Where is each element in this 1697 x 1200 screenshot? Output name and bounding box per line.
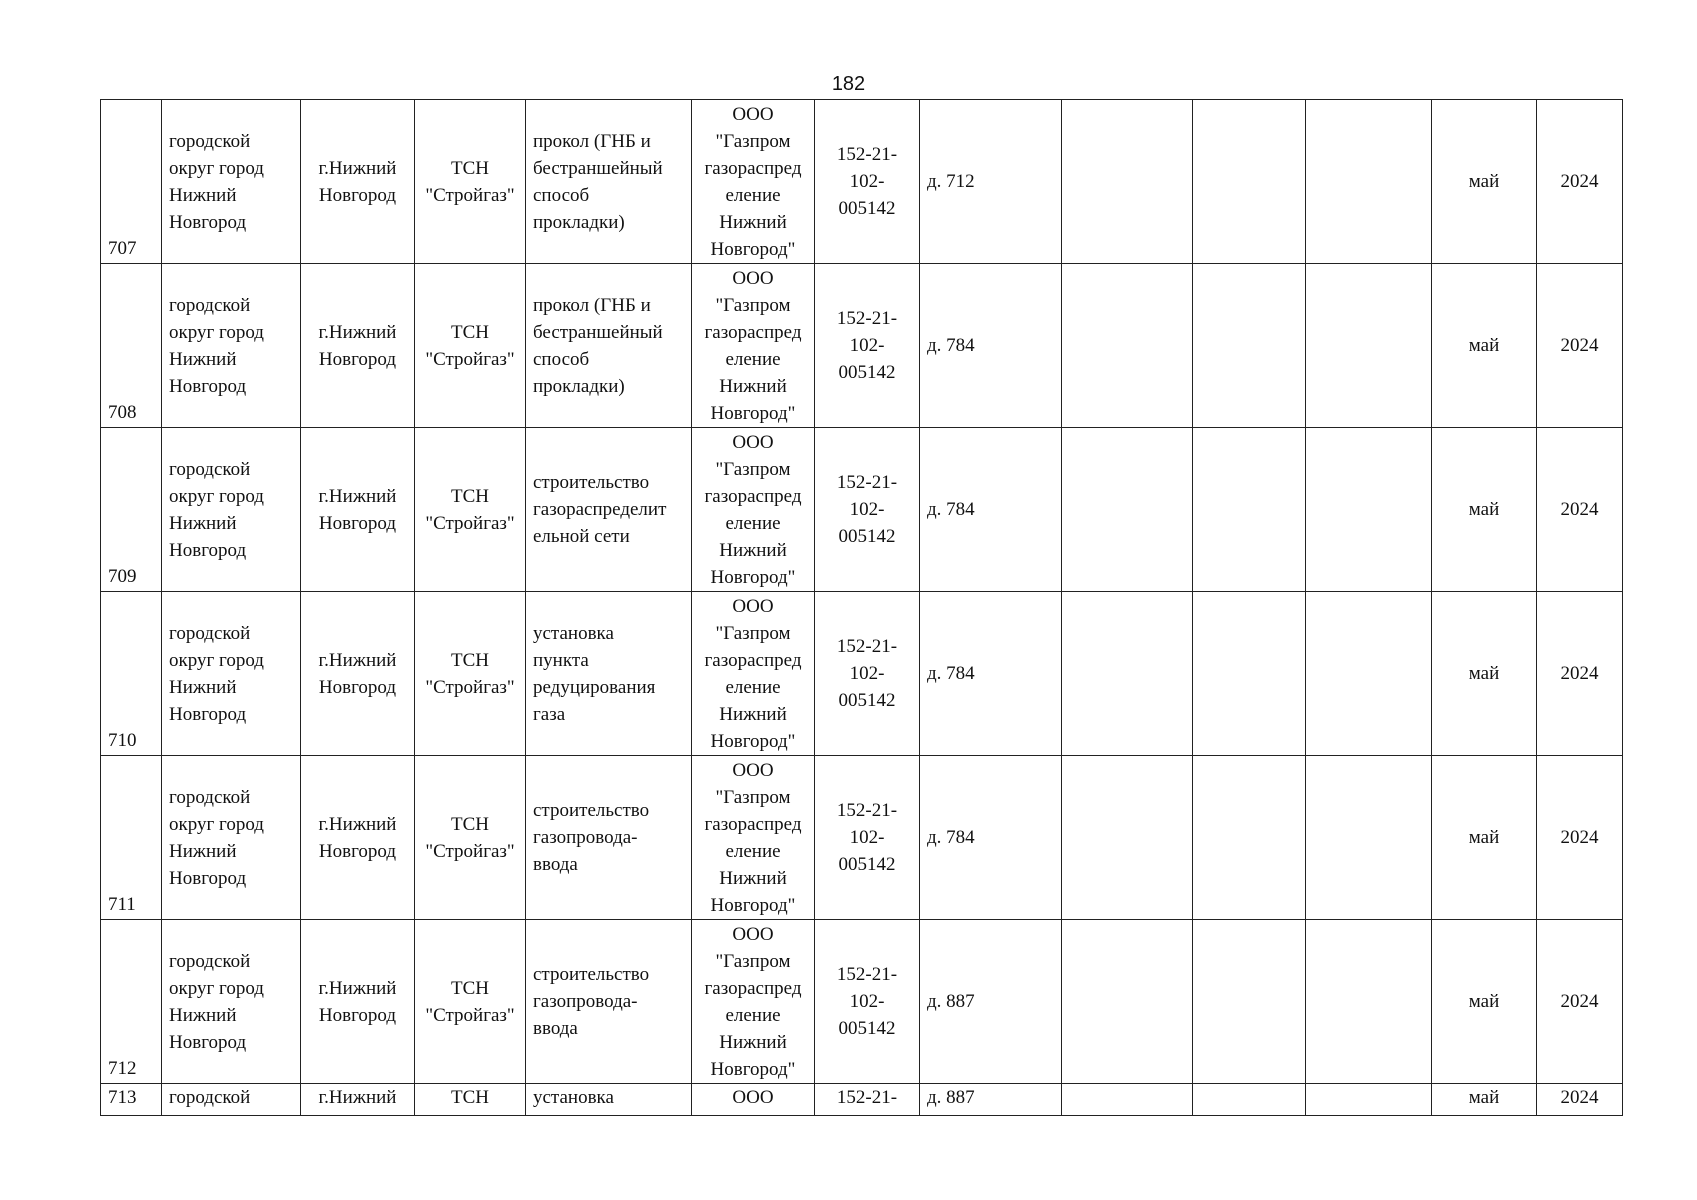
- work-type: строительство газопровода- ввода: [533, 964, 650, 1039]
- work-type: прокол (ГНБ и бестраншейный способ прокладки): [533, 130, 663, 233]
- month-cell: [1432, 920, 1537, 1084]
- code: 152-21- 102- 005142: [836, 308, 898, 383]
- organization-cell: [415, 1084, 526, 1116]
- organization: ТСН "Стройгаз": [425, 813, 515, 862]
- year: 2024: [1560, 827, 1599, 848]
- month-cell: [1432, 756, 1537, 920]
- year: 2024: [1560, 663, 1599, 684]
- month: май: [1468, 335, 1500, 356]
- city: г.Нижний Новгород: [318, 321, 397, 370]
- year: 2024: [1560, 1087, 1599, 1108]
- table-row: [101, 592, 1623, 756]
- table-row: [101, 264, 1623, 428]
- customer: ООО "Газпром газораспред еление Нижний Новгород": [704, 759, 802, 916]
- empty-cell-1: [1062, 100, 1193, 264]
- organization-cell: [415, 920, 526, 1084]
- municipality-cell: [162, 100, 301, 264]
- code: 152-21- 102- 005142: [836, 636, 898, 711]
- address: д. 784: [927, 827, 975, 848]
- row-number-cell: [101, 428, 162, 592]
- year-cell: [1537, 428, 1623, 592]
- empty-cell-3: [1306, 428, 1432, 592]
- code-cell: [815, 428, 920, 592]
- address: д. 784: [927, 499, 975, 520]
- month: май: [1468, 1087, 1500, 1108]
- empty-cell-3: [1306, 920, 1432, 1084]
- empty-cell-3: [1306, 1084, 1432, 1116]
- empty-cell-3: [1306, 756, 1432, 920]
- month-cell: [1432, 592, 1537, 756]
- row-number-cell: [101, 100, 162, 264]
- empty-cell-3: [1306, 264, 1432, 428]
- work-type: прокол (ГНБ и бестраншейный способ прокладки): [533, 294, 663, 397]
- row-number: 711: [108, 894, 136, 915]
- city: г.Нижний Новгород: [318, 649, 397, 698]
- work-type-cell: [526, 1084, 692, 1116]
- municipality-cell: [162, 920, 301, 1084]
- address: д. 784: [927, 663, 975, 684]
- municipality: городской округ город Нижний Новгород: [169, 622, 264, 725]
- address-cell: [920, 264, 1062, 428]
- code: 152-21- 102- 005142: [836, 964, 898, 1039]
- code: 152-21-: [836, 1087, 898, 1108]
- customer: ООО "Газпром газораспред еление Нижний Новгород": [704, 103, 802, 260]
- year-cell: [1537, 100, 1623, 264]
- month-cell: [1432, 1084, 1537, 1116]
- organization-cell: [415, 756, 526, 920]
- row-number: 707: [108, 238, 137, 259]
- municipality-cell: [162, 592, 301, 756]
- code: 152-21- 102- 005142: [836, 144, 898, 219]
- table-body: [101, 100, 1623, 1116]
- month: май: [1468, 663, 1500, 684]
- month-cell: [1432, 428, 1537, 592]
- work-type-cell: [526, 428, 692, 592]
- address-cell: [920, 1084, 1062, 1116]
- organization: ТСН "Стройгаз": [425, 649, 515, 698]
- address-cell: [920, 100, 1062, 264]
- city: г.Нижний Новгород: [318, 977, 397, 1026]
- data-table: [100, 99, 1623, 1116]
- table-row: [101, 100, 1623, 264]
- municipality: городской округ город Нижний Новгород: [169, 786, 264, 889]
- row-number: 713: [108, 1087, 137, 1108]
- municipality: городской округ город Нижний Новгород: [169, 458, 264, 561]
- city: г.Нижний Новгород: [318, 157, 397, 206]
- city-cell: [301, 428, 415, 592]
- city-cell: [301, 920, 415, 1084]
- organization-cell: [415, 100, 526, 264]
- month: май: [1468, 171, 1500, 192]
- city-cell: [301, 756, 415, 920]
- empty-cell-1: [1062, 592, 1193, 756]
- organization-cell: [415, 592, 526, 756]
- municipality-cell: [162, 264, 301, 428]
- code: 152-21- 102- 005142: [836, 800, 898, 875]
- municipality: городской: [169, 1087, 251, 1108]
- page-number: 182: [831, 73, 866, 95]
- row-number-cell: [101, 1084, 162, 1116]
- organization: ТСН "Стройгаз": [425, 977, 515, 1026]
- municipality-cell: [162, 1084, 301, 1116]
- empty-cell-1: [1062, 920, 1193, 1084]
- month: май: [1468, 991, 1500, 1012]
- empty-cell-2: [1193, 756, 1306, 920]
- empty-cell-2: [1193, 428, 1306, 592]
- address-cell: [920, 592, 1062, 756]
- empty-cell-1: [1062, 428, 1193, 592]
- address-cell: [920, 428, 1062, 592]
- row-number: 710: [108, 730, 137, 751]
- empty-cell-2: [1193, 920, 1306, 1084]
- code-cell: [815, 100, 920, 264]
- work-type: строительство газораспределит ельной сети: [533, 472, 667, 547]
- code-cell: [815, 920, 920, 1084]
- municipality: городской округ город Нижний Новгород: [169, 294, 264, 397]
- address: д. 712: [927, 171, 975, 192]
- empty-cell-3: [1306, 100, 1432, 264]
- municipality-cell: [162, 428, 301, 592]
- code: 152-21- 102- 005142: [836, 472, 898, 547]
- row-number-cell: [101, 264, 162, 428]
- empty-cell-1: [1062, 756, 1193, 920]
- city-cell: [301, 1084, 415, 1116]
- city-cell: [301, 592, 415, 756]
- year-cell: [1537, 592, 1623, 756]
- city: г.Нижний: [318, 1087, 397, 1108]
- city: г.Нижний Новгород: [318, 813, 397, 862]
- customer: ООО "Газпром газораспред еление Нижний Новгород": [704, 431, 802, 588]
- work-type-cell: [526, 920, 692, 1084]
- organization: ТСН "Стройгаз": [425, 485, 515, 534]
- code-cell: [815, 264, 920, 428]
- work-type: строительство газопровода- ввода: [533, 800, 650, 875]
- empty-cell-3: [1306, 592, 1432, 756]
- customer-cell: [692, 1084, 815, 1116]
- month: май: [1468, 499, 1500, 520]
- organization-cell: [415, 428, 526, 592]
- address-cell: [920, 756, 1062, 920]
- address: д. 887: [927, 991, 975, 1012]
- empty-cell-2: [1193, 592, 1306, 756]
- code-cell: [815, 1084, 920, 1116]
- year-cell: [1537, 1084, 1623, 1116]
- row-number-cell: [101, 920, 162, 1084]
- address: д. 784: [927, 335, 975, 356]
- work-type-cell: [526, 100, 692, 264]
- year-cell: [1537, 264, 1623, 428]
- year: 2024: [1560, 171, 1599, 192]
- month-cell: [1432, 264, 1537, 428]
- city-cell: [301, 264, 415, 428]
- work-type-cell: [526, 264, 692, 428]
- city-cell: [301, 100, 415, 264]
- empty-cell-2: [1193, 264, 1306, 428]
- row-number: 709: [108, 566, 137, 587]
- customer-cell: [692, 920, 815, 1084]
- customer: ООО "Газпром газораспред еление Нижний Новгород": [704, 923, 802, 1080]
- empty-cell-1: [1062, 264, 1193, 428]
- organization: ТСН "Стройгаз": [425, 321, 515, 370]
- organization-cell: [415, 264, 526, 428]
- table-row: [101, 1084, 1623, 1116]
- row-number-cell: [101, 592, 162, 756]
- year-cell: [1537, 920, 1623, 1084]
- empty-cell-2: [1193, 100, 1306, 264]
- customer-cell: [692, 756, 815, 920]
- code-cell: [815, 592, 920, 756]
- table-row: [101, 428, 1623, 592]
- year: 2024: [1560, 499, 1599, 520]
- work-type-cell: [526, 756, 692, 920]
- work-type: установка: [533, 1087, 614, 1108]
- month: май: [1468, 827, 1500, 848]
- year: 2024: [1560, 335, 1599, 356]
- customer: ООО: [732, 1087, 774, 1108]
- work-type-cell: [526, 592, 692, 756]
- organization: ТСН "Стройгаз": [425, 157, 515, 206]
- address: д. 887: [927, 1087, 975, 1108]
- year-cell: [1537, 756, 1623, 920]
- row-number: 708: [108, 402, 137, 423]
- municipality: городской округ город Нижний Новгород: [169, 950, 264, 1053]
- city: г.Нижний Новгород: [318, 485, 397, 534]
- table-row: [101, 756, 1623, 920]
- municipality: городской округ город Нижний Новгород: [169, 130, 264, 233]
- code-cell: [815, 756, 920, 920]
- empty-cell-1: [1062, 1084, 1193, 1116]
- work-type: установка пункта редуцирования газа: [533, 622, 656, 725]
- customer-cell: [692, 592, 815, 756]
- row-number-cell: [101, 756, 162, 920]
- customer-cell: [692, 264, 815, 428]
- table-row: [101, 920, 1623, 1084]
- customer-cell: [692, 100, 815, 264]
- empty-cell-2: [1193, 1084, 1306, 1116]
- customer-cell: [692, 428, 815, 592]
- customer: ООО "Газпром газораспред еление Нижний Новгород": [704, 267, 802, 424]
- year: 2024: [1560, 991, 1599, 1012]
- row-number: 712: [108, 1058, 137, 1079]
- municipality-cell: [162, 756, 301, 920]
- organization: ТСН: [451, 1087, 489, 1108]
- customer: ООО "Газпром газораспред еление Нижний Новгород": [704, 595, 802, 752]
- month-cell: [1432, 100, 1537, 264]
- address-cell: [920, 920, 1062, 1084]
